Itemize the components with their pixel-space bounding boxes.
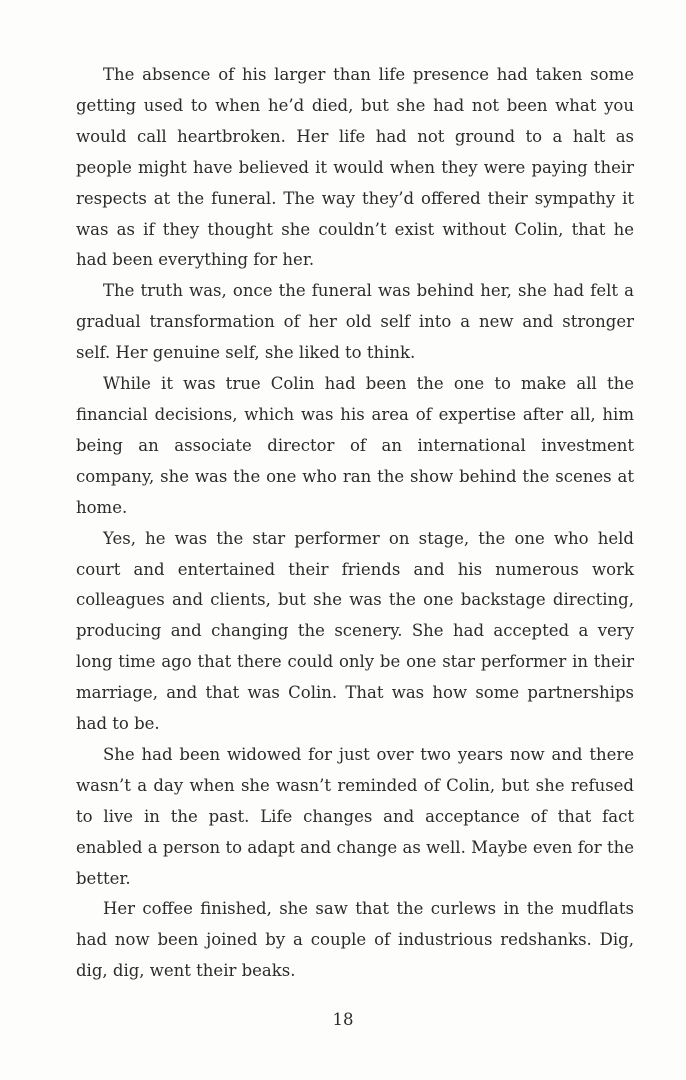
paragraph: The truth was, once the funeral was behind her, she had felt a gradual transformation of her old self into a new and stronger self. Her genuine self, she liked to think.	[76, 281, 634, 363]
paragraph: She had been widowed for just over two years now and there wasn’t a day when she wasn’t reminded of Colin, but she refused to live in the past. Life changes and acceptance of that fact enabled a person to adapt and change as well. Maybe even for the better.	[76, 744, 634, 888]
paragraph: Yes, he was the star performer on stage, the one who held court and entertained their friends and his numerous work colleagues and clients, but she was the one backstage directing, producing and changing the scenery. She had accepted a very long time ago that there could only be one star performer in their marriage, and that was Colin. That was how some partnerships had to be.	[76, 528, 634, 734]
paragraph: While it was true Colin had been the one to make all the financial decisions, which was his area of expertise after all, him being an associate director of an international investment company, she was the one who ran the show behind the scenes at home.	[76, 374, 634, 517]
body-text	[76, 60, 634, 987]
paragraph: Her coffee finished, she saw that the curlews in the mudflats had now been joined by a couple of industrious redshanks. Dig, dig, dig, went their beaks.	[76, 899, 634, 981]
paragraph: The absence of his larger than life presence had taken some getting used to when he’d died, but she had not been what you would call heartbroken. Her life had not ground to a halt as people might have believed it would when they were paying their respects at the funeral. The way they’d offered their sympathy it was as if they thought she couldn’t exist without Colin, that he had been everything for her.	[76, 65, 634, 270]
page-number: 18	[332, 1010, 354, 1029]
